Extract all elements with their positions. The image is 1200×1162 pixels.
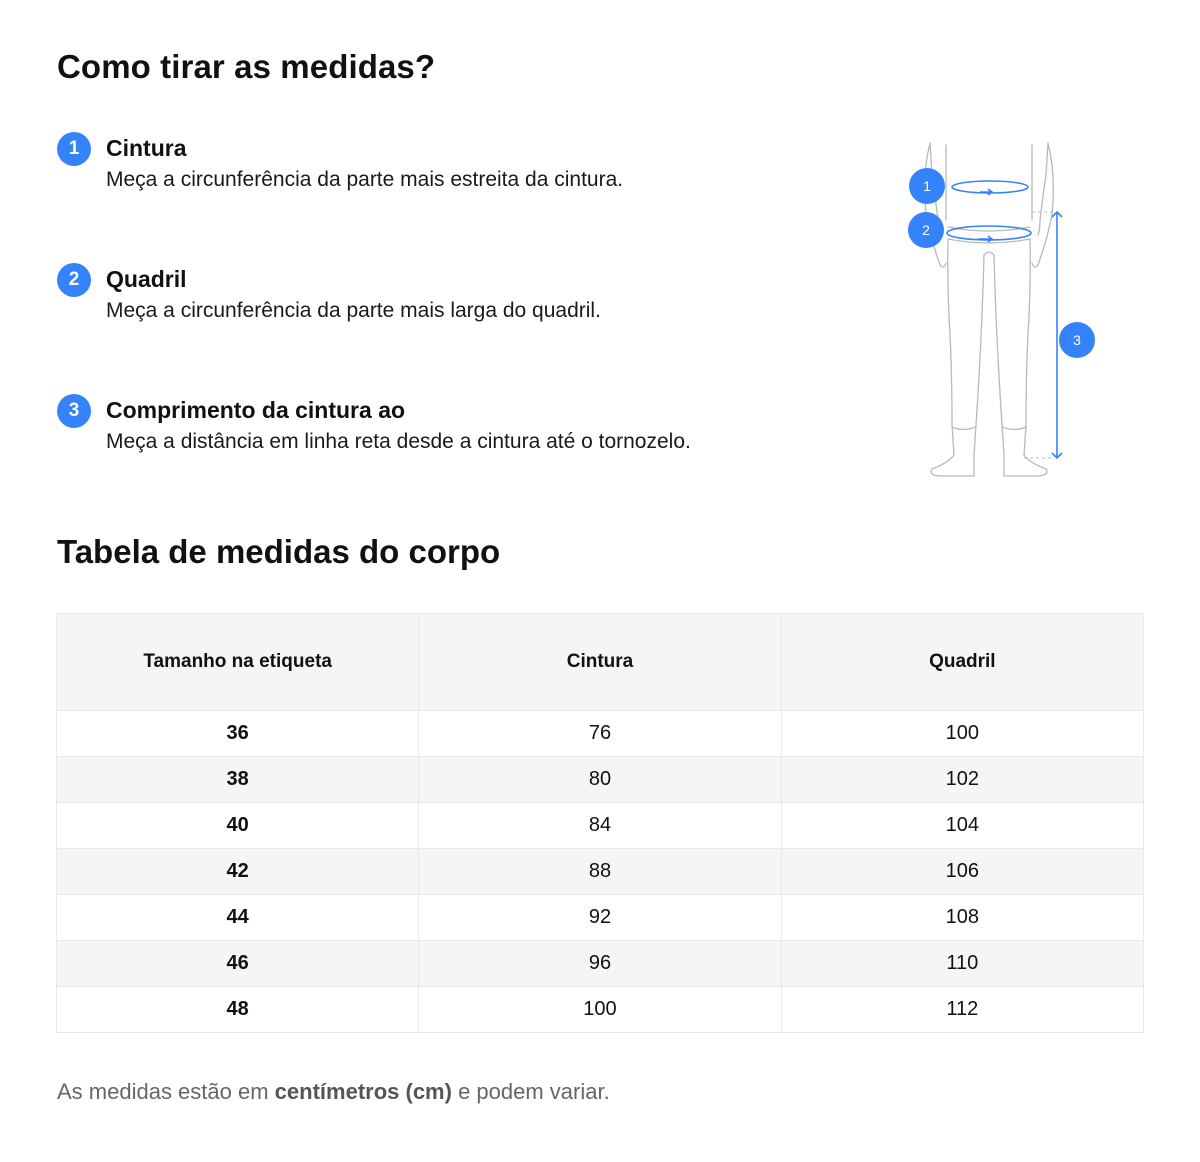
- table-row: [57, 987, 1144, 1033]
- table-row: [57, 757, 1144, 803]
- header-size: Tamanho na etiqueta: [57, 614, 419, 711]
- table-row: [57, 895, 1144, 941]
- table-row: [57, 849, 1144, 895]
- step-number-badge: 2: [57, 263, 91, 297]
- size-table: [56, 613, 1144, 1033]
- marker-1: [909, 168, 945, 204]
- hip-cell: 106: [781, 849, 1143, 895]
- note-prefix: As medidas estão em: [57, 1079, 275, 1104]
- svg-text:3: 3: [1073, 332, 1081, 348]
- size-cell: 48: [57, 987, 419, 1033]
- marker-2: [908, 212, 944, 248]
- size-cell: 38: [57, 757, 419, 803]
- body-measurement-figure: [900, 135, 1110, 485]
- step-description: Meça a distância em linha reta desde a cintura até o tornozelo.: [106, 430, 691, 453]
- table-row: [57, 803, 1144, 849]
- size-cell: 44: [57, 895, 419, 941]
- hip-cell: 108: [781, 895, 1143, 941]
- hip-arrow-icon: [978, 236, 992, 242]
- waist-cell: 96: [419, 941, 781, 987]
- note-emphasis: centímetros (cm): [274, 1079, 452, 1104]
- step-number-badge: 3: [57, 394, 91, 428]
- how-to-title: Como tirar as medidas?: [57, 48, 436, 85]
- size-cell: 42: [57, 849, 419, 895]
- waist-cell: 100: [419, 987, 781, 1033]
- step-description: Meça a circunferência da parte mais larga do quadril.: [106, 299, 601, 322]
- step-name: Quadril: [106, 266, 187, 292]
- hip-measure-line: [947, 226, 1031, 240]
- units-note: [57, 1079, 610, 1105]
- waist-cell: 80: [419, 757, 781, 803]
- marker-3: [1059, 322, 1095, 358]
- hip-cell: 110: [781, 941, 1143, 987]
- waist-cell: 92: [419, 895, 781, 941]
- measure-lines: [947, 181, 1062, 458]
- step-description: Meça a circunferência da parte mais estreita da cintura.: [106, 168, 624, 191]
- size-cell: 36: [57, 711, 419, 757]
- hip-cell: 104: [781, 803, 1143, 849]
- hip-cell: 102: [781, 757, 1143, 803]
- waist-cell: 76: [419, 711, 781, 757]
- size-cell: 46: [57, 941, 419, 987]
- waist-cell: 88: [419, 849, 781, 895]
- header-hip: Quadril: [781, 614, 1143, 711]
- step-name: Cintura: [106, 135, 187, 161]
- hip-cell: 112: [781, 987, 1143, 1033]
- table-header-row: [57, 614, 1144, 711]
- step-number-badge: 1: [57, 132, 91, 166]
- header-waist: Cintura: [419, 614, 781, 711]
- table-row: [57, 711, 1144, 757]
- waist-arrow-icon: [980, 189, 992, 195]
- size-cell: 40: [57, 803, 419, 849]
- table-row: [57, 941, 1144, 987]
- svg-text:1: 1: [923, 178, 931, 194]
- step-name: Comprimento da cintura ao: [106, 397, 406, 423]
- hip-cell: 100: [781, 711, 1143, 757]
- svg-text:2: 2: [922, 222, 930, 238]
- note-suffix: e podem variar.: [451, 1079, 610, 1104]
- waist-cell: 84: [419, 803, 781, 849]
- size-table-title: Tabela de medidas do corpo: [57, 533, 501, 570]
